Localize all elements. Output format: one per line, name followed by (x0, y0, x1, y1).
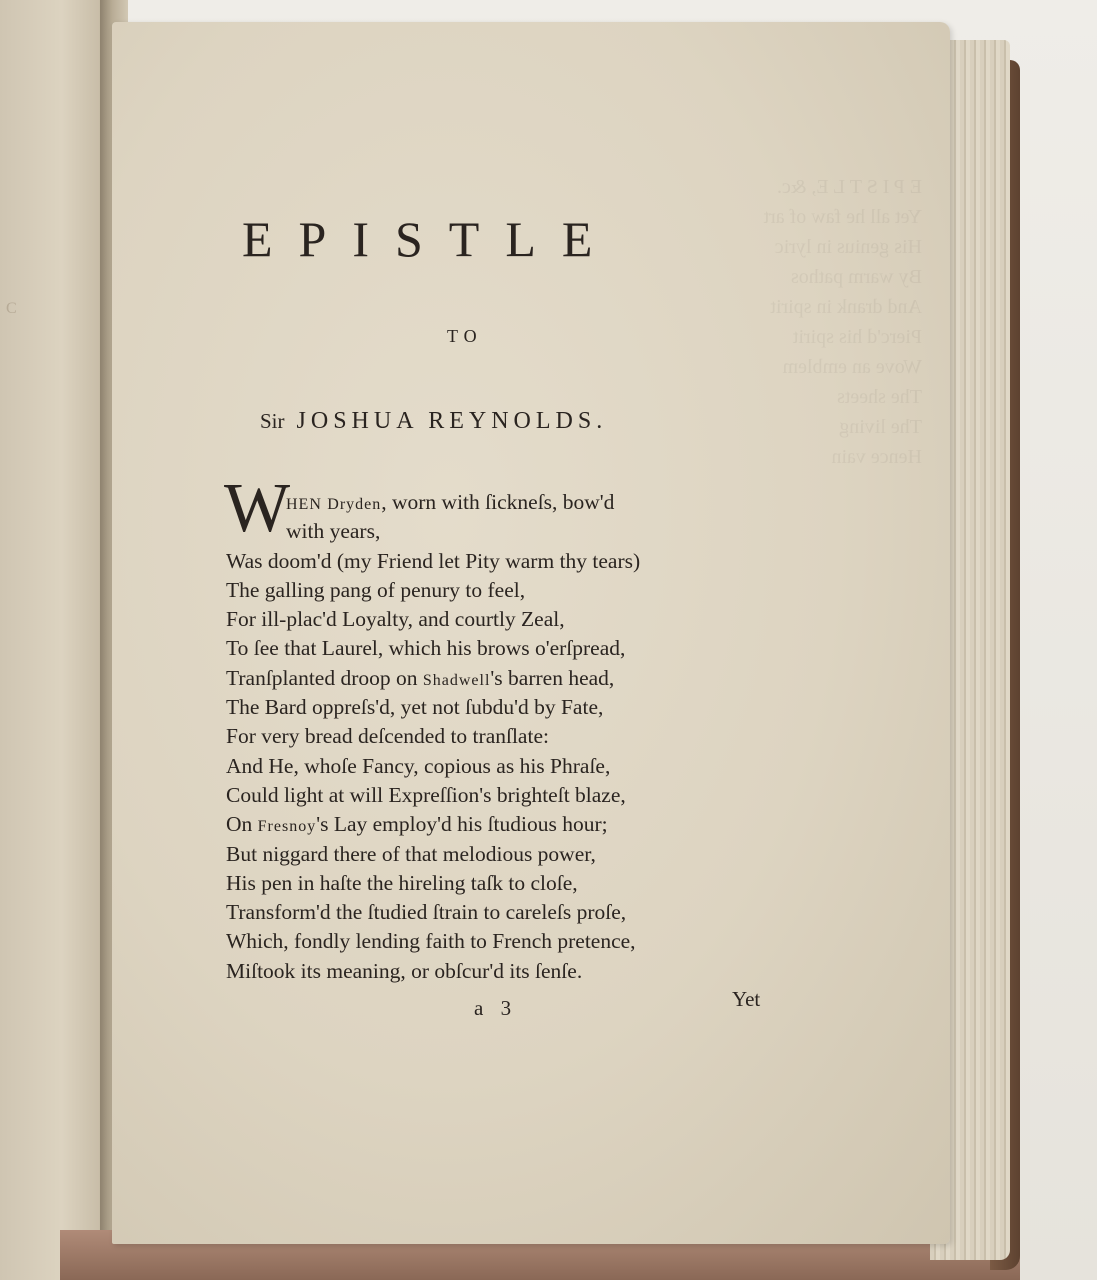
ghost-line: Yet all he faw of art (763, 206, 922, 228)
poem-line: Transform'd the ſtudied ſtrain to careleſs proſe, (226, 900, 627, 925)
ghost-line: His genius in lyric (774, 236, 922, 258)
ghost-line: The sheets (837, 386, 922, 408)
poem-line: Could light at will Expreſſion's brighteſt blaze, (226, 782, 626, 807)
poem-line: His pen in haſte the hireling taſk to cloſe, (226, 870, 578, 895)
ghost-line: Wove an emblem (782, 356, 922, 378)
line-text: , worn with ſickneſs, bow'd (381, 490, 615, 514)
dedicatee-prefix: Sir (260, 409, 285, 433)
page-title: EPISTLE (242, 211, 619, 267)
catchword: Yet (732, 987, 761, 1011)
poem-line (226, 810, 786, 839)
dedicatee-name: JOSHUA REYNOLDS. (296, 408, 608, 434)
signature-mark: a 3 (474, 996, 518, 1020)
poem-line (226, 664, 786, 693)
poem-line: For very bread deſcended to tranſlate: (226, 724, 549, 749)
small-caps-name: Fresnoy (257, 818, 317, 836)
poem-text (226, 488, 786, 986)
line-text: On (226, 812, 258, 837)
poem-line: Which, fondly lending faith to French pretence, (226, 929, 636, 954)
right-page (112, 22, 950, 1244)
left-page-edge-text: C (6, 300, 19, 317)
drop-cap: W (224, 470, 291, 547)
poem-line: with years, (286, 519, 381, 544)
poem-line: To ſee that Laurel, which his brows o'erſpread, (226, 636, 626, 661)
poem-line: And He, whoſe Fancy, copious as his Phraſe, (226, 753, 611, 778)
line-text: 's barren head, (490, 665, 615, 690)
poem-line: For ill-plac'd Loyalty, and courtly Zeal, (226, 607, 565, 632)
ghost-line: Hence vain (831, 446, 922, 468)
ghost-line: By warm pathos (790, 266, 922, 288)
line-text: Tranſplanted droop on (226, 665, 423, 690)
dedication-to: TO (447, 326, 483, 346)
ghost-line: The living (839, 416, 922, 438)
ghost-line: Pierc'd his spirit (792, 326, 922, 348)
small-caps-name: Shadwell (422, 671, 491, 689)
poem-line: The Bard oppreſs'd, yet not ſubdu'd by Fate, (226, 695, 604, 720)
ghost-line: And drank in spirit (770, 296, 922, 318)
left-page (0, 0, 112, 1280)
line-text: 's Lay employ'd his ſtudious hour; (316, 812, 608, 837)
poem-line: Was doom'd (my Friend let Pity warm thy tears) (226, 548, 641, 573)
poem-line (226, 488, 786, 517)
small-caps-name: Dryden (327, 496, 382, 513)
poem-line: But niggard there of that melodious power, (226, 841, 596, 866)
dedicatee (260, 408, 607, 435)
poem-line: The galling pang of penury to feel, (226, 577, 526, 602)
ghost-line: E P I S T L E, &c. (777, 176, 922, 198)
page-content (112, 22, 950, 1244)
caps-word: HEN (286, 496, 322, 513)
poem-line: Miſtook its meaning, or obſcur'd its ſenſe. (226, 958, 583, 983)
